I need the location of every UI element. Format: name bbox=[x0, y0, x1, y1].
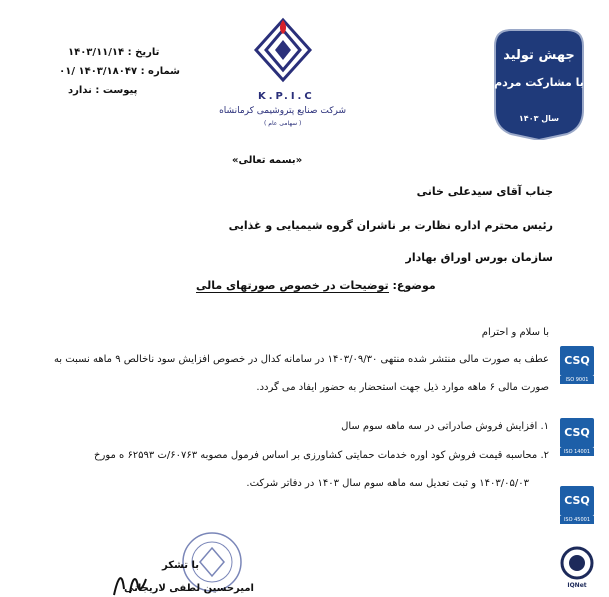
cert-label: ISO 14001 bbox=[560, 448, 594, 456]
attachment-line bbox=[68, 85, 180, 96]
paragraph-line-1: عطف به صورت مالی منتشر شده منتهی ۱۴۰۳/۰۹/۳۰ در سامانه کدال در خصوص افزایش سود ناخالص ۹ ماهه نسبت به bbox=[53, 354, 549, 365]
recipient-name: جناب آقای سیدعلی خانی bbox=[416, 185, 553, 198]
list-item-1 bbox=[341, 421, 549, 432]
badge-line1: جهش تولید bbox=[503, 48, 575, 63]
company-abbreviation: K.P.I.C bbox=[258, 91, 315, 102]
list-item-2-continued: ۱۴۰۳/۰۵/۰۳ و ثبت تعدیل سه ماهه سوم سال ۱۴۰۳ در دفاتر شرکت. bbox=[246, 478, 529, 489]
cert-label: ISO 9001 bbox=[560, 376, 594, 384]
number-line bbox=[59, 66, 180, 77]
company-name: شرکت صنایع پتروشیمی کرمانشاه bbox=[219, 106, 346, 116]
cert-iqnet bbox=[560, 546, 594, 589]
recipient-title: رئیس محترم اداره نظارت بر ناشران گروه شیمیایی و غذایی bbox=[228, 219, 553, 232]
list-item-2-number: ۲. bbox=[540, 450, 549, 461]
iqnet-logo-icon bbox=[560, 546, 594, 580]
production-surge-badge bbox=[493, 28, 585, 140]
csq-logo-icon: CSQ bbox=[560, 486, 594, 516]
company-type: ( سهامی عام ) bbox=[264, 120, 302, 127]
organization: سازمان بورس اوراق بهادار bbox=[405, 251, 553, 264]
number-value: ۱۴۰۳/۱۸۰۴۷ /۰۱ bbox=[59, 66, 138, 77]
signatory-name: امیرحسین لطفی لاریجانی bbox=[124, 583, 254, 594]
badge-line2: با مشارکت مردم bbox=[494, 76, 584, 89]
subject-line bbox=[196, 279, 436, 292]
cert-label: ISO 45001 bbox=[560, 516, 594, 524]
subject-text: توضیحات در خصوص صورتهای مالی bbox=[196, 279, 389, 292]
company-logo bbox=[252, 16, 314, 88]
csq-logo-icon: CSQ bbox=[560, 346, 594, 376]
attachment-value: ندارد bbox=[68, 85, 92, 96]
badge-year: سال ۱۴۰۳ bbox=[518, 114, 560, 123]
cert-iso-14001 bbox=[560, 418, 594, 456]
list-item-2-text: محاسبه قیمت فروش کود اوره خدمات حمایتی کشاورزی بر اساس فرمول مصوبه ۶۰۷۶۳/ت ۶۲۵۹۳ ه مورخ bbox=[94, 450, 538, 461]
attachment-label: پیوست : bbox=[95, 85, 138, 96]
iqnet-label: IQNet bbox=[567, 582, 587, 589]
list-item-1-number: ۱. bbox=[540, 421, 549, 432]
greeting: با سلام و احترام bbox=[481, 327, 549, 338]
date-value: ۱۴۰۳/۱۱/۱۴ bbox=[68, 47, 125, 58]
date-label: تاریخ : bbox=[127, 47, 160, 58]
list-item-1-text: افزایش فروش صادراتی در سه ماهه سوم سال bbox=[341, 421, 538, 432]
csq-logo-icon: CSQ bbox=[560, 418, 594, 448]
date-line bbox=[68, 47, 180, 58]
salutation: «بسمه تعالی» bbox=[232, 155, 303, 166]
kpic-emblem-icon bbox=[252, 16, 314, 88]
list-item-2 bbox=[94, 450, 549, 461]
number-label: شماره : bbox=[140, 66, 180, 77]
cert-iso-9001 bbox=[560, 346, 594, 384]
subject-label: موضوع: bbox=[392, 279, 436, 292]
cert-iso-45001 bbox=[560, 486, 594, 524]
paragraph-line-2: صورت مالی ۶ ماهه موارد ذیل جهت استحضار به حضور ایفاد می گردد. bbox=[256, 382, 549, 393]
closing-text: با تشکر bbox=[162, 560, 199, 571]
